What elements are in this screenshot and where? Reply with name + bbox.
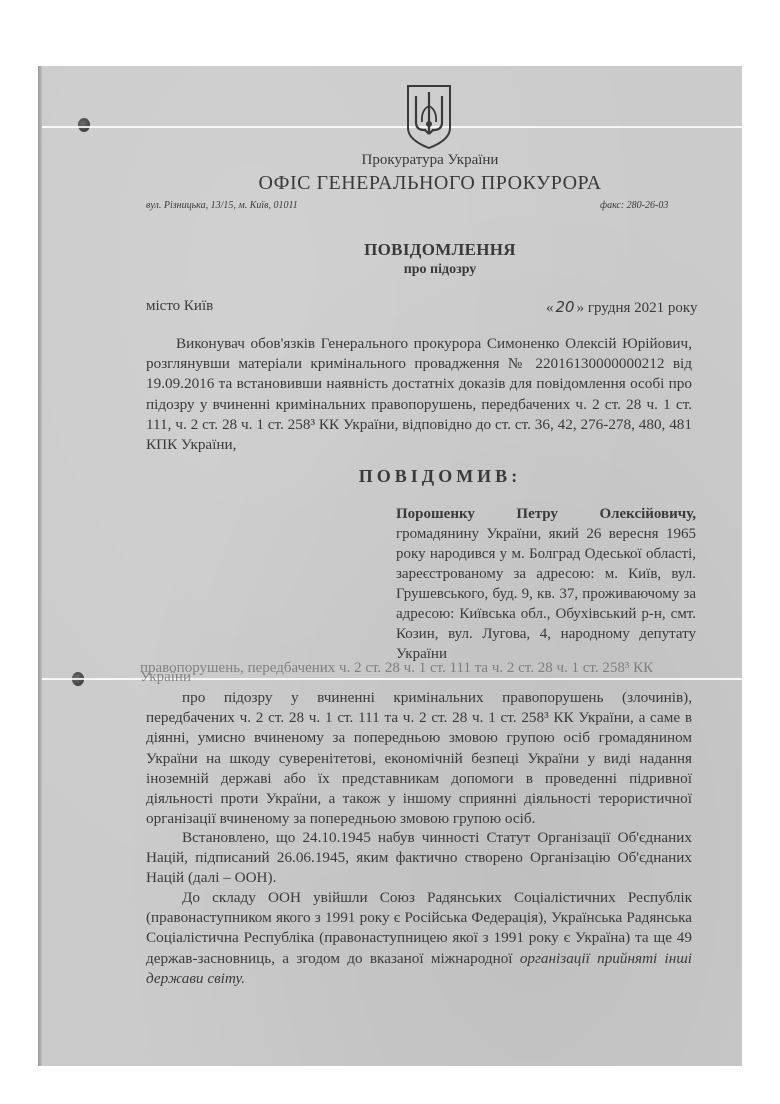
org-parent: Прокуратура України: [361, 152, 499, 168]
org-address: вул. Різницька, 13/15, м. Київ, 01011: [146, 200, 298, 211]
scan-garbled-line: правопорушень, передбачених ч. 2 ст. 28 ч. 1 ст. 111 та ч. 2 ст. 28 ч. 1 ст. 258³ КК України: [140, 660, 654, 685]
binder-hole-top: [78, 118, 90, 132]
un-members-text-end: організації прийняті інші держави світу.: [146, 949, 692, 987]
un-members-text: До складу ООН увійшли Союз Радянських Соціалістичних Республік (правонаступником якого з 1991 року є Російська Федерація), Українська Радянська Соціалістична Республіка (правонаступницею якої з 1991 року є Україна) та ще 49 держав-засновниць, а згодом до вказаної міжнародної: [146, 889, 692, 967]
handwritten-day: 20: [555, 298, 575, 316]
document-date: [546, 298, 698, 317]
trident-emblem-icon: [404, 84, 454, 150]
date-open-quote: «: [546, 300, 554, 316]
un-charter-paragraph: Встановлено, що 24.10.1945 набув чинності Статут Організації Об'єднаних Націй, підписаний 26.06.1945, яким фактично створено Організацію Об'єднаних Націй (далі – ООН).: [146, 829, 692, 887]
date-rest: » грудня 2021 року: [576, 300, 698, 316]
addressee-details: громадянину України, який 26 вересня 1965 року народився у м. Болград Одеської області, зареєстрованому за адресою: м. Київ, вул. Грушевського, буд. 9, кв. 37, проживаючому за адресою: Київська обл., Обухівський р-н, смт. Козин, вул. Лугова, 4, народному депутату України: [396, 526, 696, 662]
addressee-name: Порошенку Петру Олексійовичу,: [396, 506, 696, 522]
document-title: ПОВІДОМЛЕННЯ: [364, 240, 516, 259]
notified-heading: ПОВІДОМИВ:: [358, 466, 522, 486]
org-name: ОФІС ГЕНЕРАЛЬНОГО ПРОКУРОРА: [258, 172, 602, 194]
document-subtitle: про підозру: [403, 262, 477, 277]
addressee-block: [396, 504, 696, 664]
un-members-paragraph: [146, 888, 692, 989]
intro-paragraph: Виконувач обов'язків Генерального прокурора Симоненко Олексій Юрійович, розглянувши матеріали кримінального провадження № 22016130000000212 від 19.09.2016 та встановивши наявність достатніх доказів для повідомлення особі про підозру у вчиненні кримінальних правопорушень, передбачених ч. 2 ст. 28 ч. 1 ст. 111, ч. 2 ст. 28 ч. 1 ст. 258³ КК України, відповідно до ст. ст. 36, 42, 276-278, 480, 481 КПК України,: [146, 335, 692, 454]
org-fax: факс: 280-26-03: [600, 200, 669, 211]
suspicion-paragraph: про підозру у вчиненні кримінальних правопорушень (злочинів), передбачених ч. 2 ст. 28 ч. 1 ст. 111 та ч. 2 ст. 28 ч. 1 ст. 258³ КК України, а саме в діянні, умисно вчиненому за попередньою змовою групою осіб громадянином України на шкоду суверенітетові, економічній безпеці України у виді надання іноземній державі або їх представникам допомоги в проведенні підривної діяльності проти України, а також у іншому сприянні діяльності терористичної організації вчиненому за попередньою змовою групою осіб.: [146, 689, 692, 828]
scan-artifact-line: [42, 126, 742, 128]
document-city: місто Київ: [146, 298, 214, 314]
